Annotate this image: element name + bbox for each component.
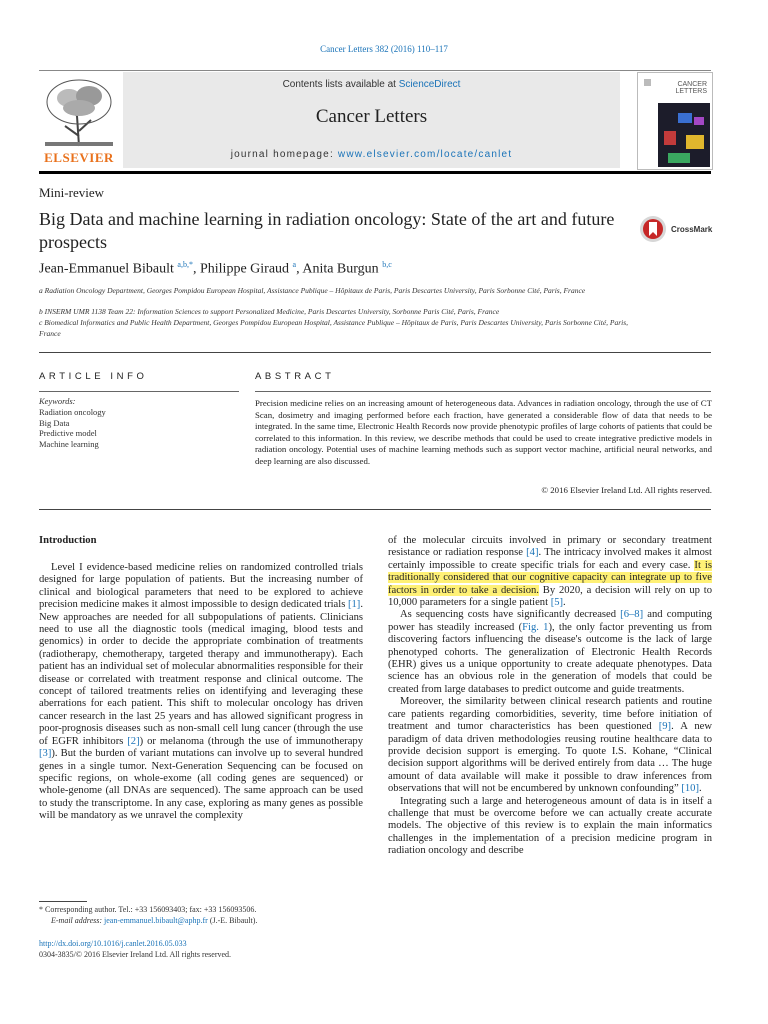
body-text: . The intricacy involved makes it almost certainly impossible to create specific trials for each and every case.	[388, 547, 712, 571]
body-text: and computing power has steadily increased (	[388, 609, 713, 633]
body-paragraph	[388, 696, 712, 795]
masthead-top-rule	[39, 70, 711, 71]
cover-art	[638, 73, 712, 169]
body-text: Integrating such a large and heterogeneous amount of data is in itself a challenge that must be overcome before we can actually create accurate models. The objective of this review is to explain the main informatics challenges in the implementation of a precision medicine program in radiation oncology and describe	[388, 795, 712, 857]
journal-citation[interactable]: Cancer Letters 382 (2016) 110–117	[320, 44, 448, 54]
reference-link[interactable]: Fig. 1	[522, 621, 549, 633]
footnote-email-line	[39, 916, 369, 927]
contents-available-line	[123, 79, 620, 90]
footnote-contact: Corresponding author. Tel.: +33 156093403; fax: +33 156093506.	[45, 905, 257, 914]
author-name: Philippe Giraud	[199, 261, 293, 277]
affiliation-c: c Biomedical Informatics and Public Health Department, Georges Pompidou European Hospital, Assistance Publique – Hôpitaux de Paris, Paris Descartes University, Paris Sorbonne Cité, Paris, France	[39, 318, 629, 338]
article-section-type: Mini-review	[39, 185, 104, 200]
reference-link[interactable]: [10]	[681, 783, 699, 795]
footnote-marker: *	[39, 905, 43, 914]
abstract-text: Precision medicine relies on an increasing amount of heterogeneous data. Advances in radiation oncology, through the use of CT Scan, dosimetry and imaging performed before each fraction, have generated a considerable flow of data that needs to be integrated. In the same time, Electronic Health Records now provide phenotypic profiles of large cohorts of patients that could be correlated to this information. In this review, we describe methods that could be used to create integrative predictive models in radiation oncology. Potential uses of machine learning methods such as support vector machine, artificial neural networks, and deep learning are also discussed.	[255, 398, 712, 466]
abstract-copyright: © 2016 Elsevier Ireland Ltd. All rights reserved.	[541, 485, 712, 495]
body-text: As sequencing costs have significantly decreased	[400, 609, 621, 621]
reference-link[interactable]: [2]	[127, 735, 140, 747]
journal-homepage-link[interactable]: www.elsevier.com/locate/canlet	[337, 149, 513, 160]
body-text: ) or melanoma (through the use of immunotherapy	[139, 735, 363, 747]
author-separator: ,	[296, 261, 303, 277]
abstract-divider	[39, 509, 711, 510]
affiliation-b: b INSERM UMR 1138 Team 22: Information Sciences to support Personalized Medicine, Paris Descartes University, Sorbonne Paris Cité, Paris, France	[39, 307, 500, 316]
body-text: of the molecular circuits involved in primary or secondary treatment resistance or radiation response	[388, 535, 712, 559]
keyword-item: Radiation oncology	[39, 406, 106, 417]
article-title: Big Data and machine learning in radiation oncology: State of the art and future prospects	[39, 209, 615, 252]
body-text: By 2020, a decision will rely on up to 10,000 parameters for a single patient	[388, 584, 712, 609]
email-suffix: (J.-E. Bibault).	[207, 915, 258, 925]
reference-link[interactable]: [3]	[39, 748, 52, 760]
highlighted-text[interactable]: It is traditionally considered that our cognitive capacity can integrate up to five factors in order to take a decision.	[388, 559, 712, 596]
body-text: Moreover, the similarity between clinical research patients and routine care patients regarding comorbidities, severity, time before initiation of treatment and tumor characteristics has been questioned	[388, 696, 712, 733]
body-paragraph	[388, 796, 712, 858]
body-text: ), the only factor preventing us from discovering factors influencing the disease's outcome is the lack of large phenotyped cohorts. The generalization of Electronic Health Records (EHR) gives us a unique opportunity to create adequate phenotypes. Data science has an obvious role in the generation of models that could be created from large databases to predict outcome and guide treatments.	[388, 621, 712, 695]
keyword-item: Predictive model	[39, 428, 97, 439]
keyword-item: Machine learning	[39, 439, 99, 450]
keywords-label: Keywords:	[39, 396, 76, 406]
author-separator: ,	[192, 261, 200, 277]
email-label: E-mail address:	[51, 915, 105, 925]
body-text: . A new paradigm of data driven methodologies reusing routine healthcare data to provide decision support is emerging. To quote I.S. Kohane, “Clinical decision support algorithms will be derived entirely from data … The huge amount of data available will make it possible to draw inferences from observations that will not be encumbered by unknown confounding”	[388, 721, 713, 795]
cover-title-line1: CANCER	[677, 81, 707, 88]
author-affiliation-marker[interactable]: b,c	[382, 260, 392, 269]
abstract-heading: ABSTRACT	[255, 371, 335, 382]
header-divider	[39, 352, 711, 353]
author-email-link[interactable]: jean-emmanuel.bibault@aphp.fr	[104, 915, 208, 925]
article-info-heading: ARTICLE INFO	[39, 371, 148, 382]
reference-link[interactable]: [4]	[526, 547, 539, 559]
homepage-prefix: journal homepage:	[230, 149, 338, 160]
journal-homepage-line	[123, 149, 620, 160]
abstract-rule	[255, 391, 711, 392]
introduction-heading: Introduction	[39, 535, 97, 546]
keywords-block	[39, 396, 239, 450]
body-text: . New approaches are needed for all subpopulations of patients. Clinicians need to use all the diagnostic tools (medical imaging, blood tests and genomics) in order to decide the appropriate combination of treatments (radiotherapy, chemotherapy, targeted therapy and immunotherapy). Each patient has an individual set of molecular abnormalities responsible for their disease or correlated with treatment response and clinical outcome. The concept of tailored treatments relies on identifying and leveraging these aberrations for each patient. This shift to molecular oncology has driven cancer research in the last 25 years and has allowed significant progress in poor-prognosis diseases such as non-small cell lung cancer (through the use of EGFR inhibitors	[39, 599, 363, 747]
elsevier-wordmark: ELSEVIER	[44, 150, 114, 165]
author-name: Anita Burgun	[302, 261, 383, 277]
author-affiliation-marker[interactable]: a,b,*	[177, 260, 193, 269]
crossmark-icon	[639, 215, 667, 243]
corresponding-author-footnote	[39, 905, 369, 926]
reference-link[interactable]: [6–8]	[620, 609, 644, 621]
body-text: ). But the burden of variant mutations can involve up to several hundred genes in a single tumor. Next-Generation Sequencing can be focused on specific regions, on whole-exome (all coding genes are sequenced) or whole-genome (all DNAs are sequenced). The same approach can be used to study the transcriptome. In any case, exploring as many genes as possible will be mandatory as we unravel the complexity	[39, 748, 363, 822]
journal-cover-thumbnail	[637, 72, 713, 170]
footnote-rule	[39, 901, 87, 902]
body-paragraph	[388, 535, 712, 609]
reference-link[interactable]: [1]	[347, 599, 361, 611]
journal-name: Cancer Letters	[315, 106, 428, 127]
doi-block	[39, 938, 231, 960]
sciencedirect-link[interactable]: ScienceDirect	[398, 79, 461, 90]
contents-prefix: Contents lists available at	[282, 79, 399, 90]
affiliation-a: a Radiation Oncology Department, Georges Pompidou European Hospital, Assistance Publique – Hôpitaux de Paris, Paris Descartes University, Paris Sorbonne Cité, Paris, France	[39, 286, 586, 295]
body-left-column	[39, 562, 363, 823]
body-text: Level I evidence-based medicine relies on randomized controlled trials designed for large population of patients. But the increasing number of clinical and biological parameters that need to be explored to achieve precision medicine makes it almost impossible to design dedicated trials	[39, 562, 363, 611]
author-list	[39, 260, 392, 278]
cover-title-line2: LETTERS	[675, 88, 707, 95]
issn-line: 0304-3835/© 2016 Elsevier Ireland Ltd. All rights reserved.	[39, 950, 232, 959]
reference-link[interactable]: [9]	[658, 721, 672, 733]
body-text: .	[563, 597, 566, 609]
body-right-column	[388, 535, 712, 858]
body-text: .	[698, 783, 702, 795]
author-name: Jean-Emmanuel Bibault	[39, 261, 178, 277]
body-paragraph	[388, 609, 712, 696]
crossmark-badge[interactable]	[639, 215, 712, 243]
keyword-item: Big Data	[39, 417, 70, 428]
doi-link[interactable]: http://dx.doi.org/10.1016/j.canlet.2016.05.033	[39, 939, 187, 948]
crossmark-label: CrossMark	[671, 224, 713, 234]
body-paragraph	[39, 562, 363, 823]
reference-link[interactable]: [5]	[550, 597, 564, 609]
masthead-bottom-rule	[39, 171, 711, 174]
article-info-rule	[39, 391, 239, 392]
footnote-line	[39, 905, 369, 916]
author-affiliation-marker[interactable]: a	[292, 260, 297, 269]
